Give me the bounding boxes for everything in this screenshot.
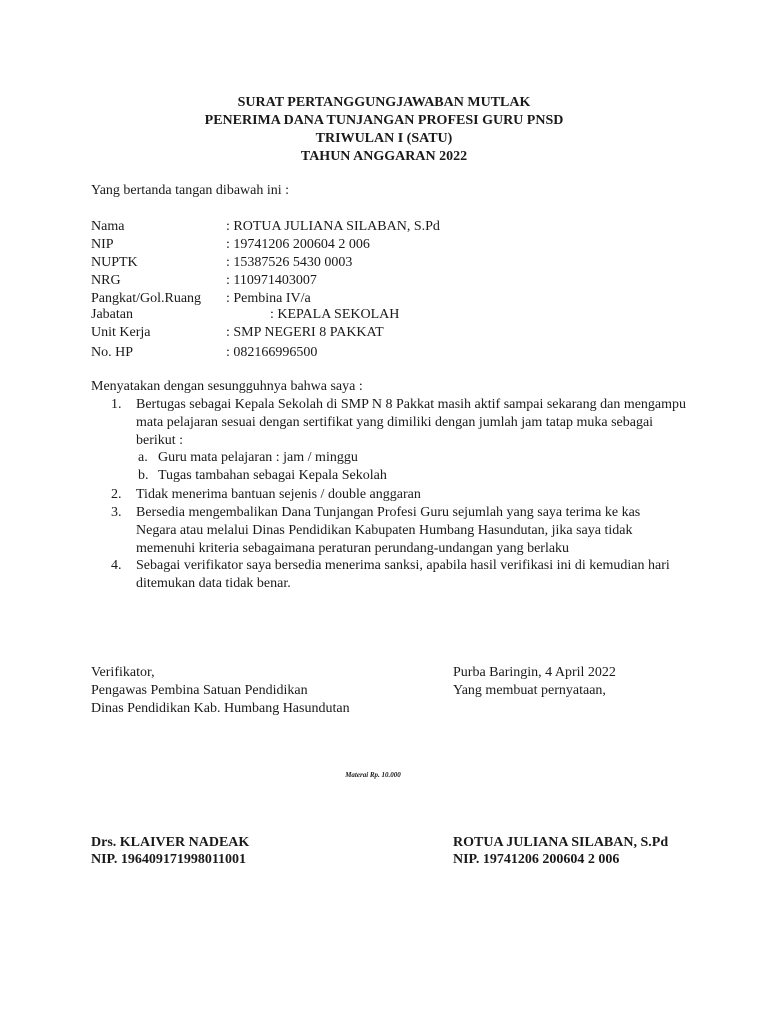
- value-nuptk: : 15387526 5430 0003: [226, 255, 353, 270]
- title-line-2: PENERIMA DANA TUNJANGAN PROFESI GURU PNSD: [204, 113, 564, 128]
- verifier-role-1: Verifikator,: [91, 665, 155, 680]
- verifier-role-2: Pengawas Pembina Satuan Pendidikan: [91, 683, 308, 698]
- label-pangkat: Pangkat/Gol.Ruang: [91, 291, 202, 306]
- statement-number-2: 2.: [111, 487, 122, 502]
- value-nrg: : 110971403007: [226, 273, 317, 288]
- verifier-nip: NIP. 196409171998011001: [91, 852, 247, 867]
- declarant-name: ROTUA JULIANA SILABAN, S.Pd: [453, 835, 669, 850]
- intro-text: Yang bertanda tangan dibawah ini :: [91, 183, 290, 198]
- title-line-1: SURAT PERTANGGUNGJAWABAN MUTLAK: [237, 95, 531, 110]
- value-no-hp: : 082166996500: [226, 345, 318, 360]
- sub-item-b-letter: b.: [138, 468, 149, 483]
- label-nama: Nama: [91, 219, 125, 234]
- statement-number-1: 1.: [111, 397, 122, 412]
- value-nip: : 19741206 200604 2 006: [226, 237, 370, 252]
- label-nip: NIP: [91, 237, 114, 252]
- sub-item-a-letter: a.: [138, 450, 148, 465]
- title-line-3: TRIWULAN I (SATU): [315, 131, 453, 146]
- sub-item-b: [138, 467, 387, 485]
- label-nrg: NRG: [91, 273, 121, 288]
- materai-label: Materai Rp. 10.000: [345, 771, 401, 779]
- sub-item-a: [138, 449, 358, 467]
- place-date: Purba Baringin, 4 April 2022: [453, 665, 616, 680]
- statement-number-4: 4.: [111, 558, 122, 573]
- value-nama: : ROTUA JULIANA SILABAN, S.Pd: [226, 219, 440, 234]
- document-title: [0, 94, 768, 166]
- declarant-role: Yang membuat pernyataan,: [453, 683, 606, 698]
- label-nuptk: NUPTK: [91, 255, 138, 270]
- declarant-nip: NIP. 19741206 200604 2 006: [453, 852, 620, 867]
- sub-item-b-text: Tugas tambahan sebagai Kepala Sekolah: [158, 468, 387, 483]
- statement-number-3: 3.: [111, 505, 122, 520]
- label-unit-kerja: Unit Kerja: [91, 325, 151, 340]
- sub-item-a-text: Guru mata pelajaran : jam / minggu: [158, 450, 358, 465]
- statement-intro: Menyatakan dengan sesungguhnya bahwa saya :: [91, 379, 363, 394]
- label-no-hp: No. HP: [91, 345, 134, 360]
- statement-3: Bersedia mengembalikan Dana Tunjangan Profesi Guru sejumlah yang saya terima ke kas Negara atau melalui Dinas Pendidikan Kabupaten Humbang Hasundutan, jika saya tidak memenuhi kriteria sebagaimana peraturan perundang-undangan yang berlaku: [136, 505, 641, 556]
- value-pangkat: : Pembina IV/a: [226, 291, 311, 306]
- verifier-role-3: Dinas Pendidikan Kab. Humbang Hasundutan: [91, 701, 350, 716]
- label-jabatan: Jabatan: [91, 307, 133, 322]
- statement-4: Sebagai verifikator saya bersedia menerima sanksi, apabila hasil verifikasi ini di kemudian hari ditemukan data tidak benar.: [136, 558, 670, 591]
- value-unit-kerja: : SMP NEGERI 8 PAKKAT: [226, 325, 384, 340]
- verifier-name: Drs. KLAIVER NADEAK: [91, 835, 250, 850]
- title-line-4: TAHUN ANGGARAN 2022: [300, 149, 468, 164]
- value-jabatan: : KEPALA SEKOLAH: [270, 307, 400, 322]
- statement-2: Tidak menerima bantuan sejenis / double anggaran: [136, 487, 421, 502]
- statement-1: Bertugas sebagai Kepala Sekolah di SMP N 8 Pakkat masih aktif sampai sekarang dan mengampu mata pelajaran sesuai dengan sertifikat yang dimiliki dengan jumlah jam tatap muka sebagai berikut :: [136, 397, 687, 448]
